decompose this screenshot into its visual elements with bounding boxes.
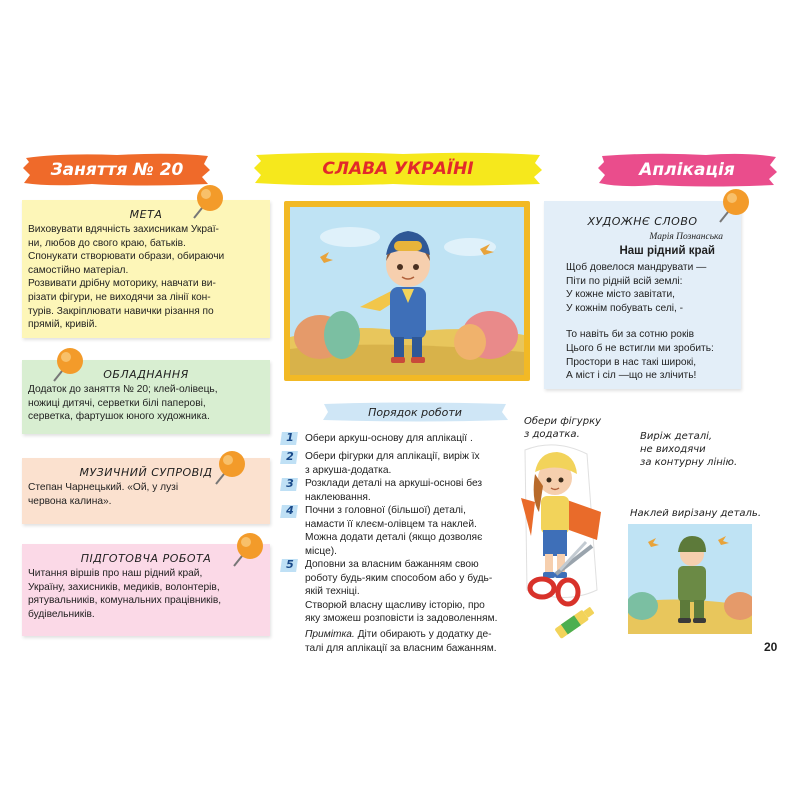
step-line: роботу будь-яким способом або у будь- [305,572,493,584]
equipment-text [22,381,270,424]
page-title: СЛАВА УКРАЇНІ [322,159,474,179]
steps-note-label: Примітка. [305,629,355,640]
choose-caption [524,415,601,441]
goal-line: ни, любов до свого краю, батьків. [28,237,186,249]
step-line: Обери аркуш-основу для аплікації . [305,433,473,444]
poem-note [544,201,741,389]
lesson-label: Заняття № 20 [50,160,184,180]
goal-line: самостійно матеріал. [28,264,129,276]
cut-caption [640,430,737,469]
goal-line: прямій, кривій. [28,319,98,331]
goal-line: Розвивати дрібну моторику, навчати ви- [28,278,216,290]
step-number: 4 [283,504,297,518]
lesson-label-banner [22,150,212,190]
step-line: Можна додати деталі (якщо дозволяє [305,532,483,544]
step-text [305,504,482,558]
steps-heading-banner [320,400,510,424]
step-line: з аркуша-додатка. [305,464,392,476]
poem-line: Цього б не встигли ми зробить: [566,342,714,354]
goal-line: різати фігури, не виходячи за лінії кон- [28,291,211,303]
step-number: 1 [283,431,297,445]
equipment-line: серветка, фартушок юного художника. [28,411,210,423]
prep-line: будівельників. [28,608,95,620]
poem-author: Марія Познанська [649,232,723,242]
music-line: червона калина». [28,495,112,507]
poem-line: Простори в нас такі широкі, [566,356,697,368]
goal-line: Спонукати створювати образи, обираючи [28,251,225,263]
step-line: Розклади деталі на аркуші-основі без [305,478,483,489]
step-line: намасти її клеєм-олівцем та наклей. [305,518,477,530]
caption-line: не виходячи [640,444,706,455]
pushpin-icon [714,184,754,224]
result-illustration [628,524,752,634]
step-text [305,477,482,504]
step-line: Створюй власну щасливу історію, про [305,599,485,611]
poem-text [544,257,741,383]
caption-line: за контурну лінію. [640,457,738,468]
steps-note [305,628,497,655]
step-number: 2 [283,450,297,464]
step-text [305,450,480,477]
step-text [305,558,497,626]
main-illustration-frame [284,201,530,381]
pushpin-icon [188,180,228,220]
pushpin-icon [210,446,250,486]
step-number: 5 [283,558,297,572]
step-line: Обери фігурки для аплікації, виріж їх [305,451,480,462]
equipment-line: Додаток до заняття № 20; клей-олівець, [28,384,218,395]
goal-line: турів. Закріплювати навички різання по [28,305,214,317]
poem-heading: ХУДОЖНЄ СЛОВО [587,215,698,228]
prep-heading: ПІДГОТОВЧА РОБОТА [80,552,212,565]
prep-line: Читання віршів про наш рідний край, [28,568,203,579]
step-line: місце). [305,545,337,557]
scissors-icon [526,540,596,610]
caption-line: Обери фігурку [524,416,602,427]
goal-heading: МЕТА [129,208,163,221]
caption-line: Виріж деталі, [640,431,713,442]
goal-line: Виховувати вдячність захисникам Украї- [28,224,219,235]
section-label: Аплікація [639,160,735,180]
glue-caption: Наклей вирізану деталь. [630,508,761,519]
equipment-heading: ОБЛАДНАННЯ [103,368,189,381]
prep-line: Україну, захисників, медиків, волонтерів, [28,581,220,593]
steps-note-line [305,628,497,642]
poem-line: То навіть би за сотню років [566,329,695,341]
goal-text [22,221,270,332]
steps-note-text: Діти обирають у додатку де- [354,629,492,640]
step-line: яку зможеш розповісти із задоволенням. [305,613,498,625]
poem-line: У кожне місто завітати, [566,289,675,301]
soldier-boy-illustration [628,524,752,634]
step-text [305,432,473,446]
steps-heading: Порядок роботи [368,405,462,419]
music-line: Степан Чарнецький. «Ой, у лузі [28,482,179,493]
pushpin-icon [48,343,88,383]
caption-line: з додатка. [524,429,580,440]
step-line: якій техніці. [305,586,360,598]
pushpin-icon [228,528,268,568]
page-number: 20 [764,640,778,654]
step-line: наклеювання. [305,491,371,503]
step-number: 3 [283,477,297,491]
poem-line: У кожнім побувать селі, - [566,302,684,314]
glue-stick-icon [550,602,600,642]
equipment-line: ножиці дитячі, серветки білі паперові, [28,397,206,409]
poem-line: Щоб довелося мандрувати — [566,262,707,273]
poem-line: Піти по рідній всій землі: [566,275,683,287]
poem-line [566,315,737,328]
title-banner [253,149,543,189]
step-line: Доповни за власним бажанням свою [305,559,479,570]
prep-line: рятувальників, комунальних працівників, [28,595,222,607]
poem-title: Наш рідний край [619,245,715,257]
poem-line: А міст і сіл —що не злічить! [566,370,697,382]
step-line: Почни з головної (більшої) деталі, [305,505,466,516]
prep-text [22,565,270,621]
steps-note-line: талі для аплікації за власним бажанням. [305,642,497,654]
music-heading: МУЗИЧНИЙ СУПРОВІД [79,466,213,479]
goal-note [22,200,270,338]
pilot-boy-illustration [290,207,524,375]
